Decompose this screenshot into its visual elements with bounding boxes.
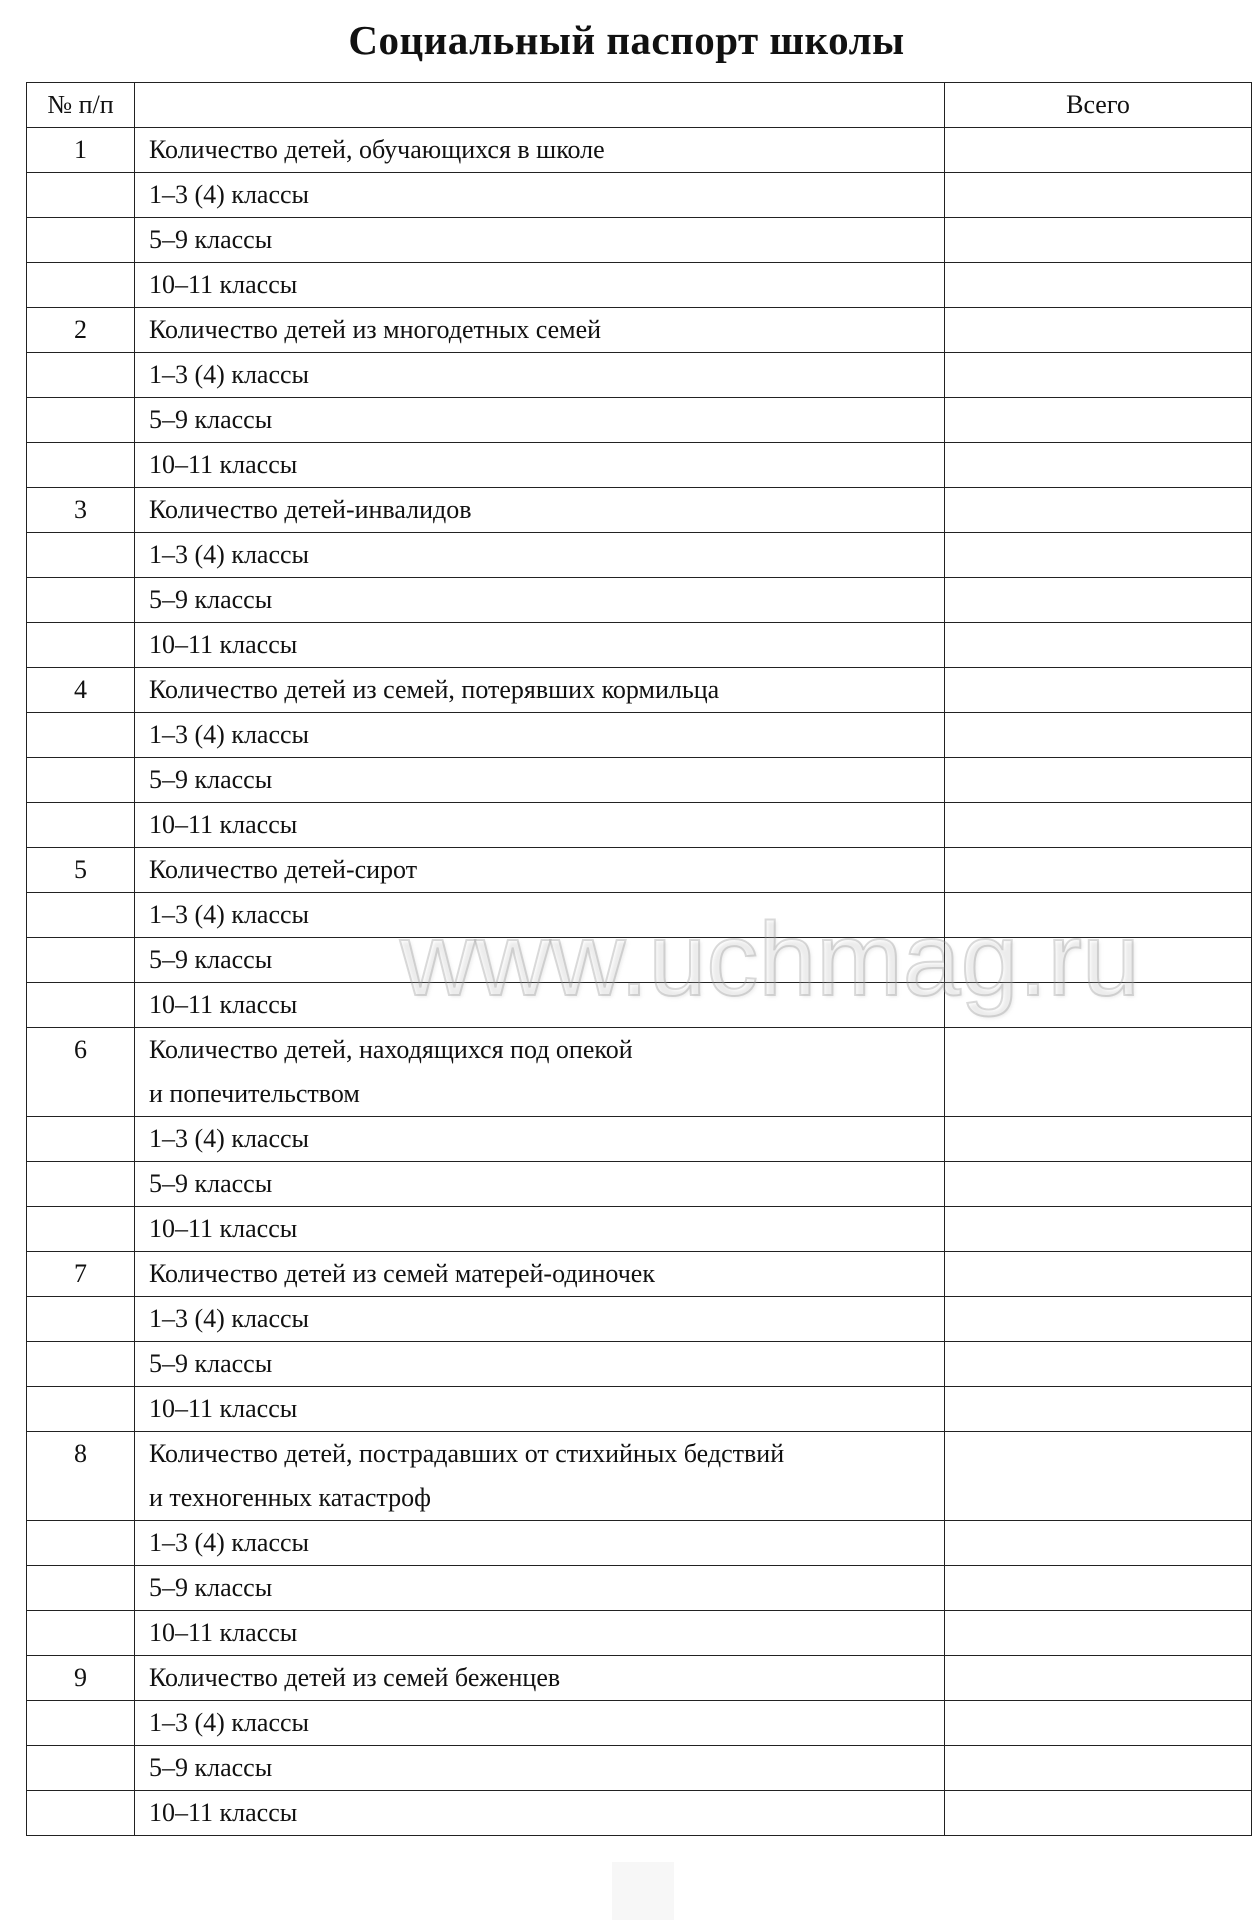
row-number-empty — [27, 1746, 135, 1791]
page-mark — [612, 1862, 674, 1920]
total-input-cell[interactable] — [945, 1432, 1252, 1521]
section-row — [27, 488, 1252, 533]
row-number: 1 — [27, 128, 135, 173]
row-number-empty — [27, 983, 135, 1028]
row-number-empty — [27, 1521, 135, 1566]
subgroup-label: 5–9 классы — [135, 1162, 945, 1207]
section-row — [27, 1656, 1252, 1701]
subgroup-label: 10–11 классы — [135, 803, 945, 848]
subgroup-label: 1–3 (4) классы — [135, 533, 945, 578]
subgroup-row — [27, 938, 1252, 983]
section-title: Количество детей из семей, потерявших кормильца — [149, 675, 720, 704]
watermark: www.uchmag.ru — [400, 902, 1140, 1018]
page-title: Социальный паспорт школы — [348, 17, 905, 63]
section-title-cell — [135, 1656, 945, 1701]
subgroup-label: 1–3 (4) классы — [135, 713, 945, 758]
section-title-cell — [135, 848, 945, 893]
subgroup-label: 1–3 (4) классы — [135, 353, 945, 398]
subgroup-row — [27, 533, 1252, 578]
section-title-cell — [135, 128, 945, 173]
subgroup-label: 10–11 классы — [135, 1207, 945, 1252]
total-input-cell[interactable] — [945, 938, 1252, 983]
column-header-number: № п/п — [27, 83, 135, 128]
section-title: Количество детей из семей беженцев — [149, 1663, 561, 1692]
subgroup-label: 10–11 классы — [135, 1387, 945, 1432]
subgroup-label: 1–3 (4) классы — [135, 1297, 945, 1342]
row-number: 6 — [27, 1028, 135, 1117]
subgroup-label: 5–9 классы — [135, 1566, 945, 1611]
total-input-cell[interactable] — [945, 1297, 1252, 1342]
total-input-cell[interactable] — [945, 803, 1252, 848]
total-input-cell[interactable] — [945, 1746, 1252, 1791]
subgroup-row — [27, 1117, 1252, 1162]
row-number-empty — [27, 1342, 135, 1387]
subgroup-label: 1–3 (4) классы — [135, 893, 945, 938]
total-input-cell[interactable] — [945, 308, 1252, 353]
row-number-empty — [27, 623, 135, 668]
row-number-empty — [27, 1117, 135, 1162]
total-input-cell[interactable] — [945, 1028, 1252, 1117]
section-title: Количество детей, пострадавших от стихийных бедствий — [149, 1439, 785, 1468]
subgroup-row — [27, 1791, 1252, 1836]
subgroup-row — [27, 578, 1252, 623]
subgroup-label: 5–9 классы — [135, 1746, 945, 1791]
section-row — [27, 308, 1252, 353]
column-header-name — [135, 83, 945, 128]
subgroup-label: 5–9 классы — [135, 218, 945, 263]
total-input-cell[interactable] — [945, 1387, 1252, 1432]
subgroup-label: 10–11 классы — [135, 263, 945, 308]
row-number-empty — [27, 1611, 135, 1656]
total-input-cell[interactable] — [945, 263, 1252, 308]
section-title: Количество детей-инвалидов — [149, 495, 472, 524]
section-title-cell — [135, 1028, 945, 1117]
section-title-cell — [135, 308, 945, 353]
row-number-empty — [27, 1701, 135, 1746]
total-input-cell[interactable] — [945, 1566, 1252, 1611]
row-number: 7 — [27, 1252, 135, 1297]
section-title: Количество детей, обучающихся в школе — [149, 135, 605, 164]
total-input-cell[interactable] — [945, 1207, 1252, 1252]
subgroup-row — [27, 1746, 1252, 1791]
subgroup-label: 1–3 (4) классы — [135, 1521, 945, 1566]
row-number: 8 — [27, 1432, 135, 1521]
section-title-continuation: и попечительством — [149, 1079, 360, 1108]
subgroup-row — [27, 443, 1252, 488]
subgroup-row — [27, 1342, 1252, 1387]
total-input-cell[interactable] — [945, 623, 1252, 668]
subgroup-row — [27, 1611, 1252, 1656]
subgroup-row — [27, 1387, 1252, 1432]
subgroup-label: 10–11 классы — [135, 623, 945, 668]
subgroup-label: 5–9 классы — [135, 398, 945, 443]
row-number-empty — [27, 443, 135, 488]
subgroup-row — [27, 353, 1252, 398]
row-number: 3 — [27, 488, 135, 533]
subgroup-row — [27, 398, 1252, 443]
row-number-empty — [27, 1297, 135, 1342]
subgroup-row — [27, 983, 1252, 1028]
section-title: Количество детей из многодетных семей — [149, 315, 602, 344]
total-input-cell[interactable] — [945, 893, 1252, 938]
total-input-cell[interactable] — [945, 1252, 1252, 1297]
row-number: 9 — [27, 1656, 135, 1701]
total-input-cell[interactable] — [945, 1521, 1252, 1566]
row-number: 4 — [27, 668, 135, 713]
row-number-empty — [27, 758, 135, 803]
social-passport-table — [26, 82, 1252, 1836]
row-number: 5 — [27, 848, 135, 893]
subgroup-row — [27, 173, 1252, 218]
subgroup-label: 1–3 (4) классы — [135, 1701, 945, 1746]
row-number-empty — [27, 578, 135, 623]
row-number-empty — [27, 353, 135, 398]
subgroup-label: 10–11 классы — [135, 443, 945, 488]
subgroup-label: 5–9 классы — [135, 938, 945, 983]
row-number-empty — [27, 938, 135, 983]
row-number-empty — [27, 1162, 135, 1207]
table-body — [27, 128, 1252, 1836]
total-input-cell[interactable] — [945, 488, 1252, 533]
subgroup-row — [27, 893, 1252, 938]
subgroup-row — [27, 263, 1252, 308]
total-input-cell[interactable] — [945, 983, 1252, 1028]
subgroup-row — [27, 713, 1252, 758]
table-header-row — [27, 83, 1252, 128]
row-number-empty — [27, 713, 135, 758]
total-input-cell[interactable] — [945, 1791, 1252, 1836]
total-input-cell[interactable] — [945, 443, 1252, 488]
total-input-cell[interactable] — [945, 758, 1252, 803]
subgroup-row — [27, 623, 1252, 668]
total-input-cell[interactable] — [945, 713, 1252, 758]
section-row — [27, 1432, 1252, 1521]
total-input-cell[interactable] — [945, 533, 1252, 578]
section-row — [27, 668, 1252, 713]
total-input-cell[interactable] — [945, 128, 1252, 173]
subgroup-label: 10–11 классы — [135, 1791, 945, 1836]
total-input-cell[interactable] — [945, 1342, 1252, 1387]
subgroup-label: 1–3 (4) классы — [135, 173, 945, 218]
total-input-cell[interactable] — [945, 1117, 1252, 1162]
subgroup-row — [27, 1297, 1252, 1342]
section-row — [27, 1252, 1252, 1297]
subgroup-row — [27, 1207, 1252, 1252]
total-input-cell[interactable] — [945, 1656, 1252, 1701]
row-number: 2 — [27, 308, 135, 353]
subgroup-label: 5–9 классы — [135, 758, 945, 803]
subgroup-label: 10–11 классы — [135, 1611, 945, 1656]
total-input-cell[interactable] — [945, 173, 1252, 218]
subgroup-row — [27, 803, 1252, 848]
subgroup-row — [27, 1521, 1252, 1566]
section-title-cell — [135, 488, 945, 533]
total-input-cell[interactable] — [945, 398, 1252, 443]
section-title-cell — [135, 668, 945, 713]
total-input-cell[interactable] — [945, 668, 1252, 713]
total-input-cell[interactable] — [945, 218, 1252, 263]
section-row — [27, 128, 1252, 173]
section-title-cell — [135, 1432, 945, 1521]
subgroup-row — [27, 758, 1252, 803]
total-input-cell[interactable] — [945, 353, 1252, 398]
total-input-cell[interactable] — [945, 848, 1252, 893]
section-title: Количество детей, находящихся под опекой — [149, 1035, 633, 1064]
row-number-empty — [27, 893, 135, 938]
subgroup-label: 5–9 классы — [135, 578, 945, 623]
subgroup-row — [27, 218, 1252, 263]
row-number-empty — [27, 533, 135, 578]
row-number-empty — [27, 398, 135, 443]
section-row — [27, 848, 1252, 893]
section-title-cell — [135, 1252, 945, 1297]
column-header-total: Всего — [945, 83, 1252, 128]
total-input-cell[interactable] — [945, 1701, 1252, 1746]
row-number-empty — [27, 1387, 135, 1432]
subgroup-label: 5–9 классы — [135, 1342, 945, 1387]
subgroup-label: 1–3 (4) классы — [135, 1117, 945, 1162]
row-number-empty — [27, 1791, 135, 1836]
row-number-empty — [27, 218, 135, 263]
subgroup-row — [27, 1566, 1252, 1611]
row-number-empty — [27, 263, 135, 308]
subgroup-row — [27, 1162, 1252, 1207]
row-number-empty — [27, 1566, 135, 1611]
section-title: Количество детей из семей матерей-одиночек — [149, 1259, 655, 1288]
section-title-continuation: и техногенных катастроф — [149, 1483, 431, 1512]
subgroup-label: 10–11 классы — [135, 983, 945, 1028]
subgroup-row — [27, 1701, 1252, 1746]
total-input-cell[interactable] — [945, 578, 1252, 623]
total-input-cell[interactable] — [945, 1162, 1252, 1207]
row-number-empty — [27, 803, 135, 848]
total-input-cell[interactable] — [945, 1611, 1252, 1656]
section-title: Количество детей-сирот — [149, 855, 418, 884]
row-number-empty — [27, 1207, 135, 1252]
section-row — [27, 1028, 1252, 1117]
row-number-empty — [27, 173, 135, 218]
